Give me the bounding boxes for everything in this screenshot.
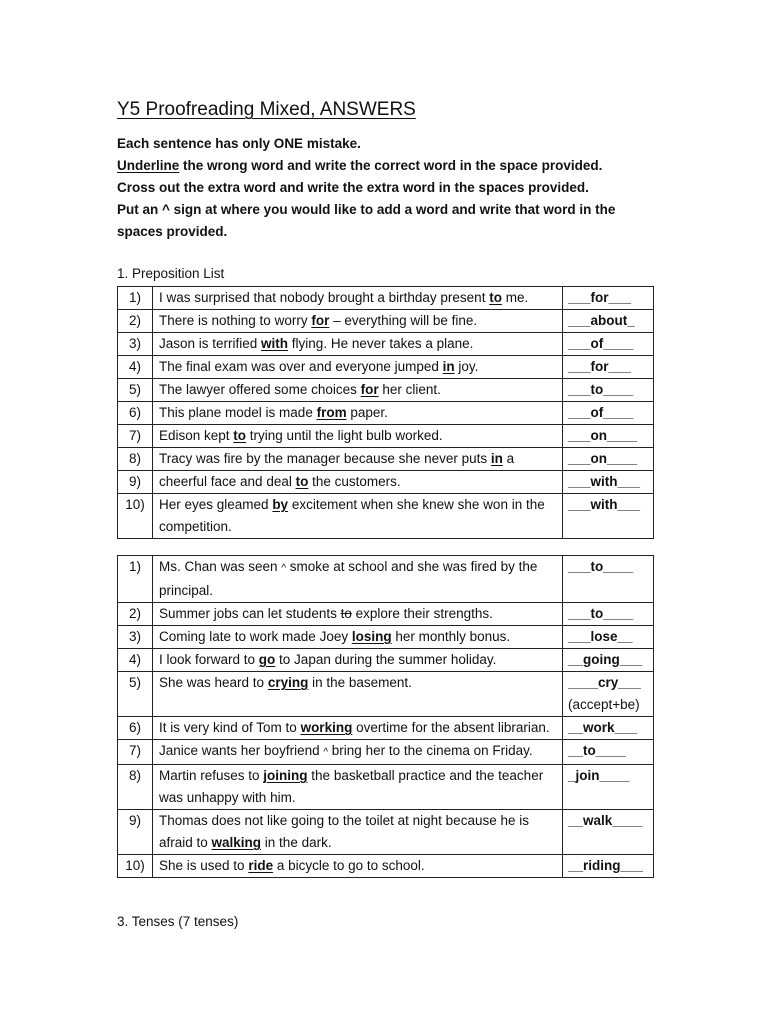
table-row: [118, 603, 654, 626]
answer-cell: ___on____: [563, 425, 654, 448]
answer-cell: __work___: [563, 717, 654, 740]
sentence-text: She is used to: [159, 858, 249, 873]
sentence-text: Coming late to work made Joey: [159, 629, 352, 644]
answer-cell: ___to____: [563, 603, 654, 626]
row-number: 3): [118, 333, 153, 356]
sentence-cell: [153, 471, 563, 494]
mistake-word: to: [233, 428, 247, 443]
table-row: [118, 740, 654, 765]
table-row: [118, 494, 654, 539]
sentence-text: paper.: [346, 405, 388, 420]
row-number: 8): [118, 448, 153, 471]
sentence-cell: [153, 448, 563, 471]
table-row: [118, 672, 654, 717]
sentence-text: This plane model is made: [159, 405, 317, 420]
row-number: 10): [118, 855, 153, 878]
answer-cell: ___lose__: [563, 626, 654, 649]
mistake-word: walking: [211, 835, 262, 850]
table-row: [118, 649, 654, 672]
mistake-word: with: [261, 336, 289, 351]
sentence-cell: [153, 765, 563, 810]
instruction-line: Put an ^ sign at where you would like to add a word and write that word in the spaces provided.: [117, 202, 616, 239]
preposition-table: [117, 286, 654, 539]
sentence-cell: [153, 402, 563, 425]
sentence-text: I look forward to: [159, 652, 259, 667]
table-row: [118, 287, 654, 310]
answer-cell: ___with___: [563, 471, 654, 494]
row-number: 2): [118, 310, 153, 333]
sentence-text: the customers.: [308, 474, 401, 489]
mistake-word: ride: [248, 858, 274, 873]
table-row: [118, 379, 654, 402]
page-title: Y5 Proofreading Mixed, ANSWERS: [117, 99, 416, 120]
table-row: [118, 765, 654, 810]
sentence-text: She was heard to: [159, 675, 268, 690]
sentence-text: – everything will be fine.: [329, 313, 478, 328]
table-row: [118, 310, 654, 333]
row-number: 2): [118, 603, 153, 626]
row-number: 7): [118, 740, 153, 765]
row-number: 9): [118, 810, 153, 855]
sentence-text: in the dark.: [261, 835, 332, 850]
answer-cell: __riding___: [563, 855, 654, 878]
mistake-word: go: [258, 652, 276, 667]
sentence-text: a bicycle to go to school.: [273, 858, 425, 873]
crossed-out-word: to: [340, 606, 352, 621]
answer-cell: __to____: [563, 740, 654, 765]
sentence-cell: [153, 717, 563, 740]
insert-caret: ^: [281, 563, 287, 574]
instruction-line: Cross out the extra word and write the extra word in the spaces provided.: [117, 180, 589, 195]
mistake-word: joining: [263, 768, 308, 783]
answer-cell: ___for___: [563, 287, 654, 310]
row-number: 4): [118, 356, 153, 379]
instruction-text: the wrong word and write the correct word in the space provided.: [179, 158, 603, 173]
answer-cell: __walk____: [563, 810, 654, 855]
sentence-cell: [153, 379, 563, 402]
mistake-word: in: [490, 451, 503, 466]
mistake-word: crying: [267, 675, 309, 690]
sentence-text: Ms. Chan was seen: [159, 559, 282, 574]
mistake-word: by: [272, 497, 289, 512]
row-number: 5): [118, 672, 153, 717]
row-number: 9): [118, 471, 153, 494]
table-row: [118, 855, 654, 878]
sentence-text: There is nothing to worry: [159, 313, 312, 328]
sentence-cell: [153, 356, 563, 379]
sentence-cell: [153, 333, 563, 356]
sentence-text: in the basement.: [308, 675, 412, 690]
sentence-text: joy.: [454, 359, 479, 374]
answer-cell: [563, 672, 654, 717]
mistake-word: to: [489, 290, 502, 305]
answer-cell: ___for___: [563, 356, 654, 379]
underline-keyword: Underline: [117, 158, 180, 173]
sentence-text: me.: [501, 290, 529, 305]
sentence-text: Summer jobs can let students: [159, 606, 341, 621]
table-row: [118, 448, 654, 471]
answer-cell: ___with___: [563, 494, 654, 539]
instructions: [117, 133, 657, 243]
answer-cell: ___to____: [563, 556, 654, 603]
section-heading-preposition: 1. Preposition List: [117, 266, 225, 281]
row-number: 10): [118, 494, 153, 539]
row-number: 7): [118, 425, 153, 448]
sentence-text: to Japan during the summer holiday.: [275, 652, 497, 667]
sentence-cell: [153, 425, 563, 448]
sentence-cell: [153, 626, 563, 649]
sentence-text: a: [502, 451, 515, 466]
sentence-text: excitement when she knew she won in the competition.: [159, 497, 545, 534]
sentence-text: bring her to the cinema on Friday.: [328, 743, 533, 758]
sentence-cell: [153, 672, 563, 717]
mistake-word: to: [295, 474, 309, 489]
answer-cell: ___of____: [563, 333, 654, 356]
instruction-line: Each sentence has only ONE mistake.: [117, 136, 361, 151]
sentence-text: Jason is terrified: [159, 336, 262, 351]
sentence-text: The lawyer offered some choices: [159, 382, 361, 397]
row-number: 4): [118, 649, 153, 672]
sentence-text: I was surprised that nobody brought a birthday present: [159, 290, 490, 305]
sentence-text: Janice wants her boyfriend: [159, 743, 324, 758]
sentence-cell: [153, 287, 563, 310]
sentence-text: It is very kind of Tom to: [159, 720, 301, 735]
table-row: [118, 810, 654, 855]
sentence-cell: [153, 649, 563, 672]
table-row: [118, 626, 654, 649]
table-row: [118, 717, 654, 740]
sentence-cell: [153, 810, 563, 855]
verb-form-table: [117, 555, 654, 878]
instruction-line: [117, 155, 657, 177]
sentence-cell: [153, 855, 563, 878]
sentence-cell: [153, 310, 563, 333]
table-row: [118, 333, 654, 356]
sentence-text: her client.: [378, 382, 441, 397]
row-number: 6): [118, 717, 153, 740]
mistake-word: working: [300, 720, 353, 735]
sentence-text: Martin refuses to: [159, 768, 264, 783]
sentence-text: smoke at school and she was fired by the principal.: [159, 559, 538, 598]
sentence-text: her monthly bonus.: [391, 629, 511, 644]
section-heading-tenses: 3. Tenses (7 tenses): [117, 914, 239, 929]
sentence-text: Her eyes gleamed: [159, 497, 273, 512]
sentence-cell: [153, 494, 563, 539]
table-row: [118, 425, 654, 448]
row-number: 5): [118, 379, 153, 402]
table-row: [118, 471, 654, 494]
answer-note: (accept+be): [568, 697, 640, 712]
mistake-word: in: [442, 359, 455, 374]
sentence-text: cheerful face and deal: [159, 474, 296, 489]
sentence-text: the basketball practice and the teacher was unhappy with him.: [159, 768, 544, 805]
table-row: [118, 556, 654, 603]
sentence-cell: [153, 556, 563, 603]
row-number: 8): [118, 765, 153, 810]
answer-cell: _join____: [563, 765, 654, 810]
mistake-word: for: [311, 313, 330, 328]
sentence-text: trying until the light bulb worked.: [246, 428, 443, 443]
row-number: 1): [118, 287, 153, 310]
sentence-cell: [153, 740, 563, 765]
mistake-word: from: [316, 405, 347, 420]
row-number: 3): [118, 626, 153, 649]
sentence-text: Edison kept: [159, 428, 234, 443]
mistake-word: losing: [351, 629, 392, 644]
answer-text: ____cry___: [568, 675, 641, 690]
sentence-text: overtime for the absent librarian.: [352, 720, 550, 735]
sentence-text: The final exam was over and everyone jumped: [159, 359, 443, 374]
answer-cell: ___about_: [563, 310, 654, 333]
answer-cell: ___to____: [563, 379, 654, 402]
table-row: [118, 356, 654, 379]
row-number: 1): [118, 556, 153, 603]
sentence-text: explore their strengths.: [351, 606, 493, 621]
sentence-cell: [153, 603, 563, 626]
answer-cell: __going___: [563, 649, 654, 672]
sentence-text: Tracy was fire by the manager because she never puts: [159, 451, 491, 466]
answer-cell: ___on____: [563, 448, 654, 471]
row-number: 6): [118, 402, 153, 425]
sentence-text: flying. He never takes a plane.: [288, 336, 474, 351]
insert-caret: ^: [323, 747, 329, 758]
sentence-text: Thomas does not like going to the toilet at night because he is afraid to: [159, 813, 529, 850]
mistake-word: for: [360, 382, 379, 397]
table-row: [118, 402, 654, 425]
answer-cell: ___of____: [563, 402, 654, 425]
